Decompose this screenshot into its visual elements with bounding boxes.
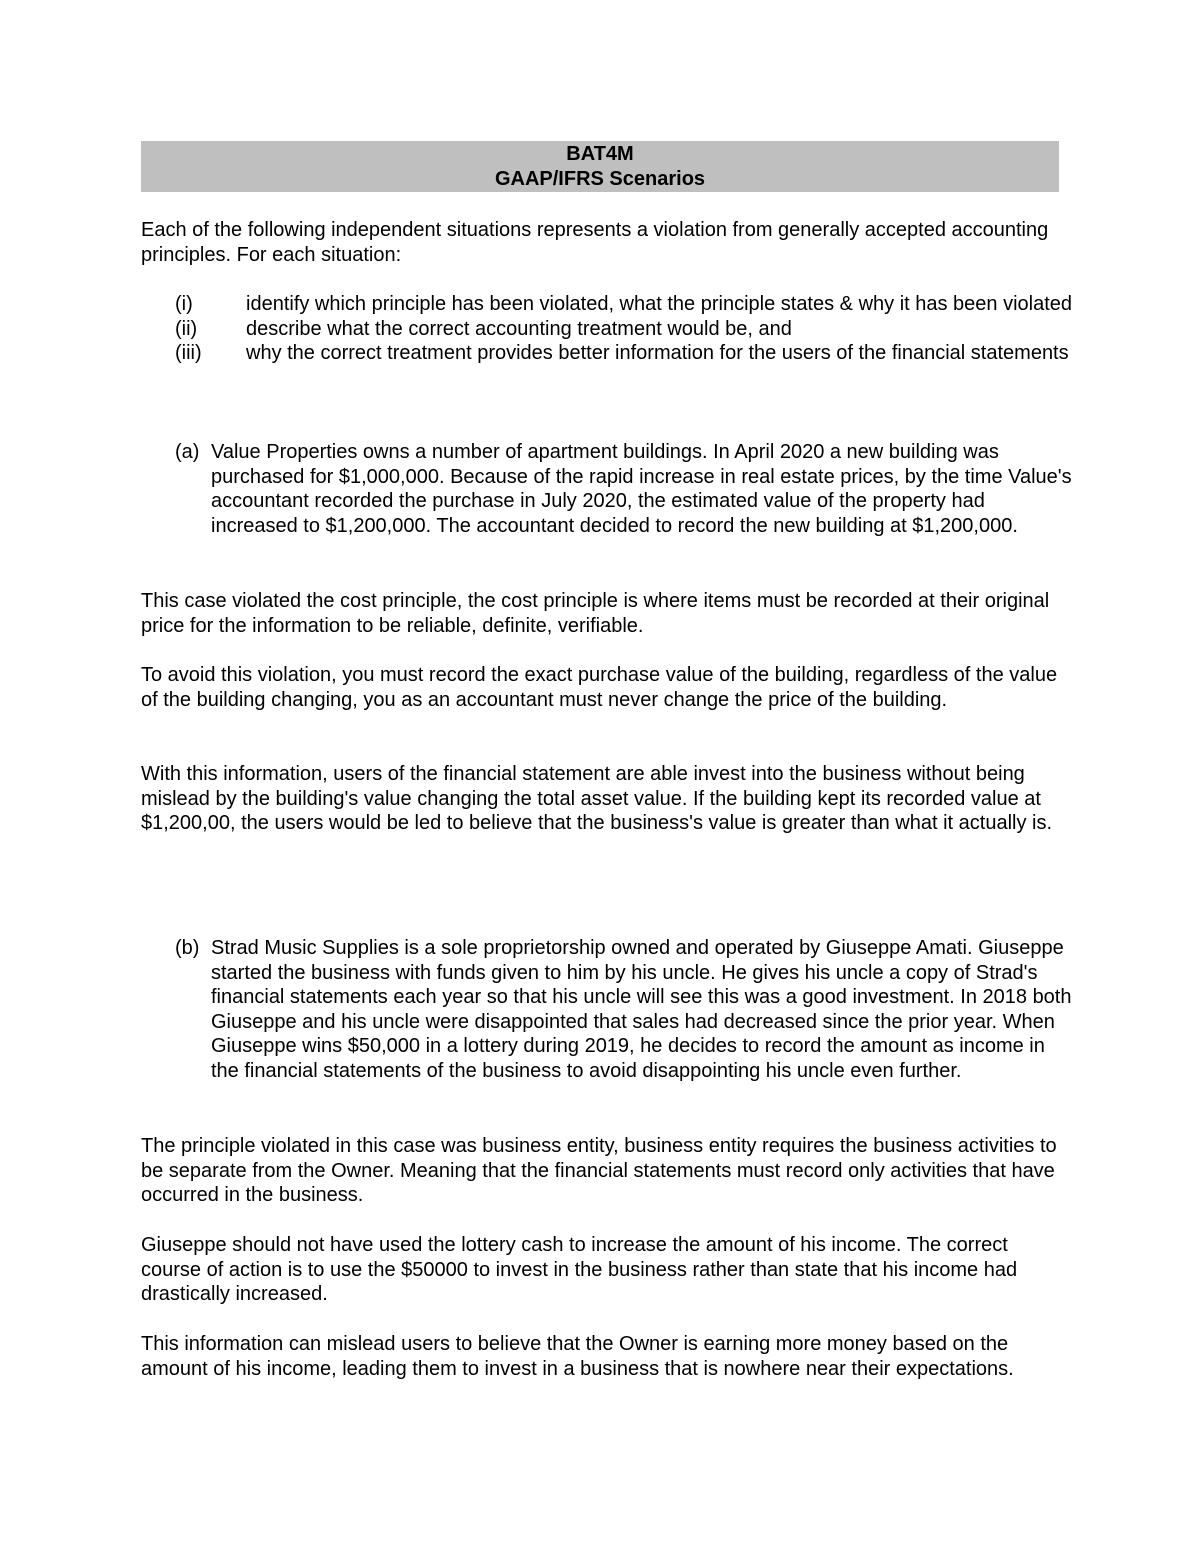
document-title: GAAP/IFRS Scenarios: [494, 167, 706, 190]
instruction-text: describe what the correct accounting treatment would be, and: [246, 317, 792, 340]
case-b: [175, 936, 1075, 1084]
instruction-item: [175, 341, 1075, 366]
case-b-text: Strad Music Supplies is a sole proprietorship owned and operated by Giuseppe Amati. Giuseppe started the business with funds given to him by his uncle. He gives his uncle a copy of Strad's financial statements each year so that his uncle will see this was a good investment. In 2018 both Giuseppe and his uncle were disappointed that sales had decreased since the prior year. When Giuseppe wins $50,000 in a lottery during 2019, he decides to record the amount as income in the financial statements of the business to avoid disappointing his uncle even further.: [211, 937, 1072, 1082]
instruction-number: (i): [175, 293, 193, 315]
case-a-text: Value Properties owns a number of apartment buildings. In April 2020 a new building was purchased for $1,000,000. Because of the rapid increase in real estate prices, by the time Value's accountant recorded the purchase in July 2020, the estimated value of the property had increased to $1,200,000. The accountant decided to record the new building at $1,200,000.: [211, 441, 1072, 537]
intro-paragraph: Each of the following independent situations represents a violation from generally accepted accounting principles. For each situation:: [141, 219, 1049, 266]
case-b-answer-treatment: Giuseppe should not have used the lottery cash to increase the amount of his income. The correct course of action is to use the $50000 to invest in the business rather than state that his income had drastically increased.: [141, 1234, 1018, 1306]
instruction-text: why the correct treatment provides better information for the users of the financial statements: [246, 342, 1069, 365]
case-a-answer-treatment: To avoid this violation, you must record the exact purchase value of the building, regardless of the value of the building changing, you as an accountant must never change the price of the building.: [141, 664, 1058, 711]
case-b-answer-principle: The principle violated in this case was business entity, business entity requires the business activities to be separate from the Owner. Meaning that the financial statements must record only activities that have occurred in the business.: [141, 1135, 1057, 1207]
instruction-text: identify which principle has been violated, what the principle states & why it has been violated: [246, 293, 1073, 315]
course-code: BAT4M: [566, 143, 634, 165]
document-header: [141, 141, 1059, 192]
instruction-item: [175, 292, 1075, 317]
case-a: [175, 440, 1075, 538]
instruction-number: (ii): [175, 317, 198, 340]
instruction-number: (iii): [175, 342, 202, 365]
case-b-answer-users: This information can mislead users to believe that the Owner is earning more money based on the amount of his income, leading them to invest in a business that is nowhere near their expectations.: [141, 1333, 1014, 1380]
case-a-answer-principle: This case violated the cost principle, the cost principle is where items must be recorded at their original price for the information to be reliable, definite, verifiable.: [141, 590, 1050, 637]
instruction-list: [175, 292, 1075, 366]
case-a-answer-users: With this information, users of the financial statement are able invest into the business without being mislead by the building's value changing the total asset value. If the building kept its recorded value at $1,200,00, the users would be led to believe that the business's value is greater than what it actually is.: [141, 763, 1053, 835]
instruction-item: [175, 317, 1075, 342]
case-b-letter: (b): [175, 937, 200, 959]
case-a-letter: (a): [175, 441, 200, 463]
